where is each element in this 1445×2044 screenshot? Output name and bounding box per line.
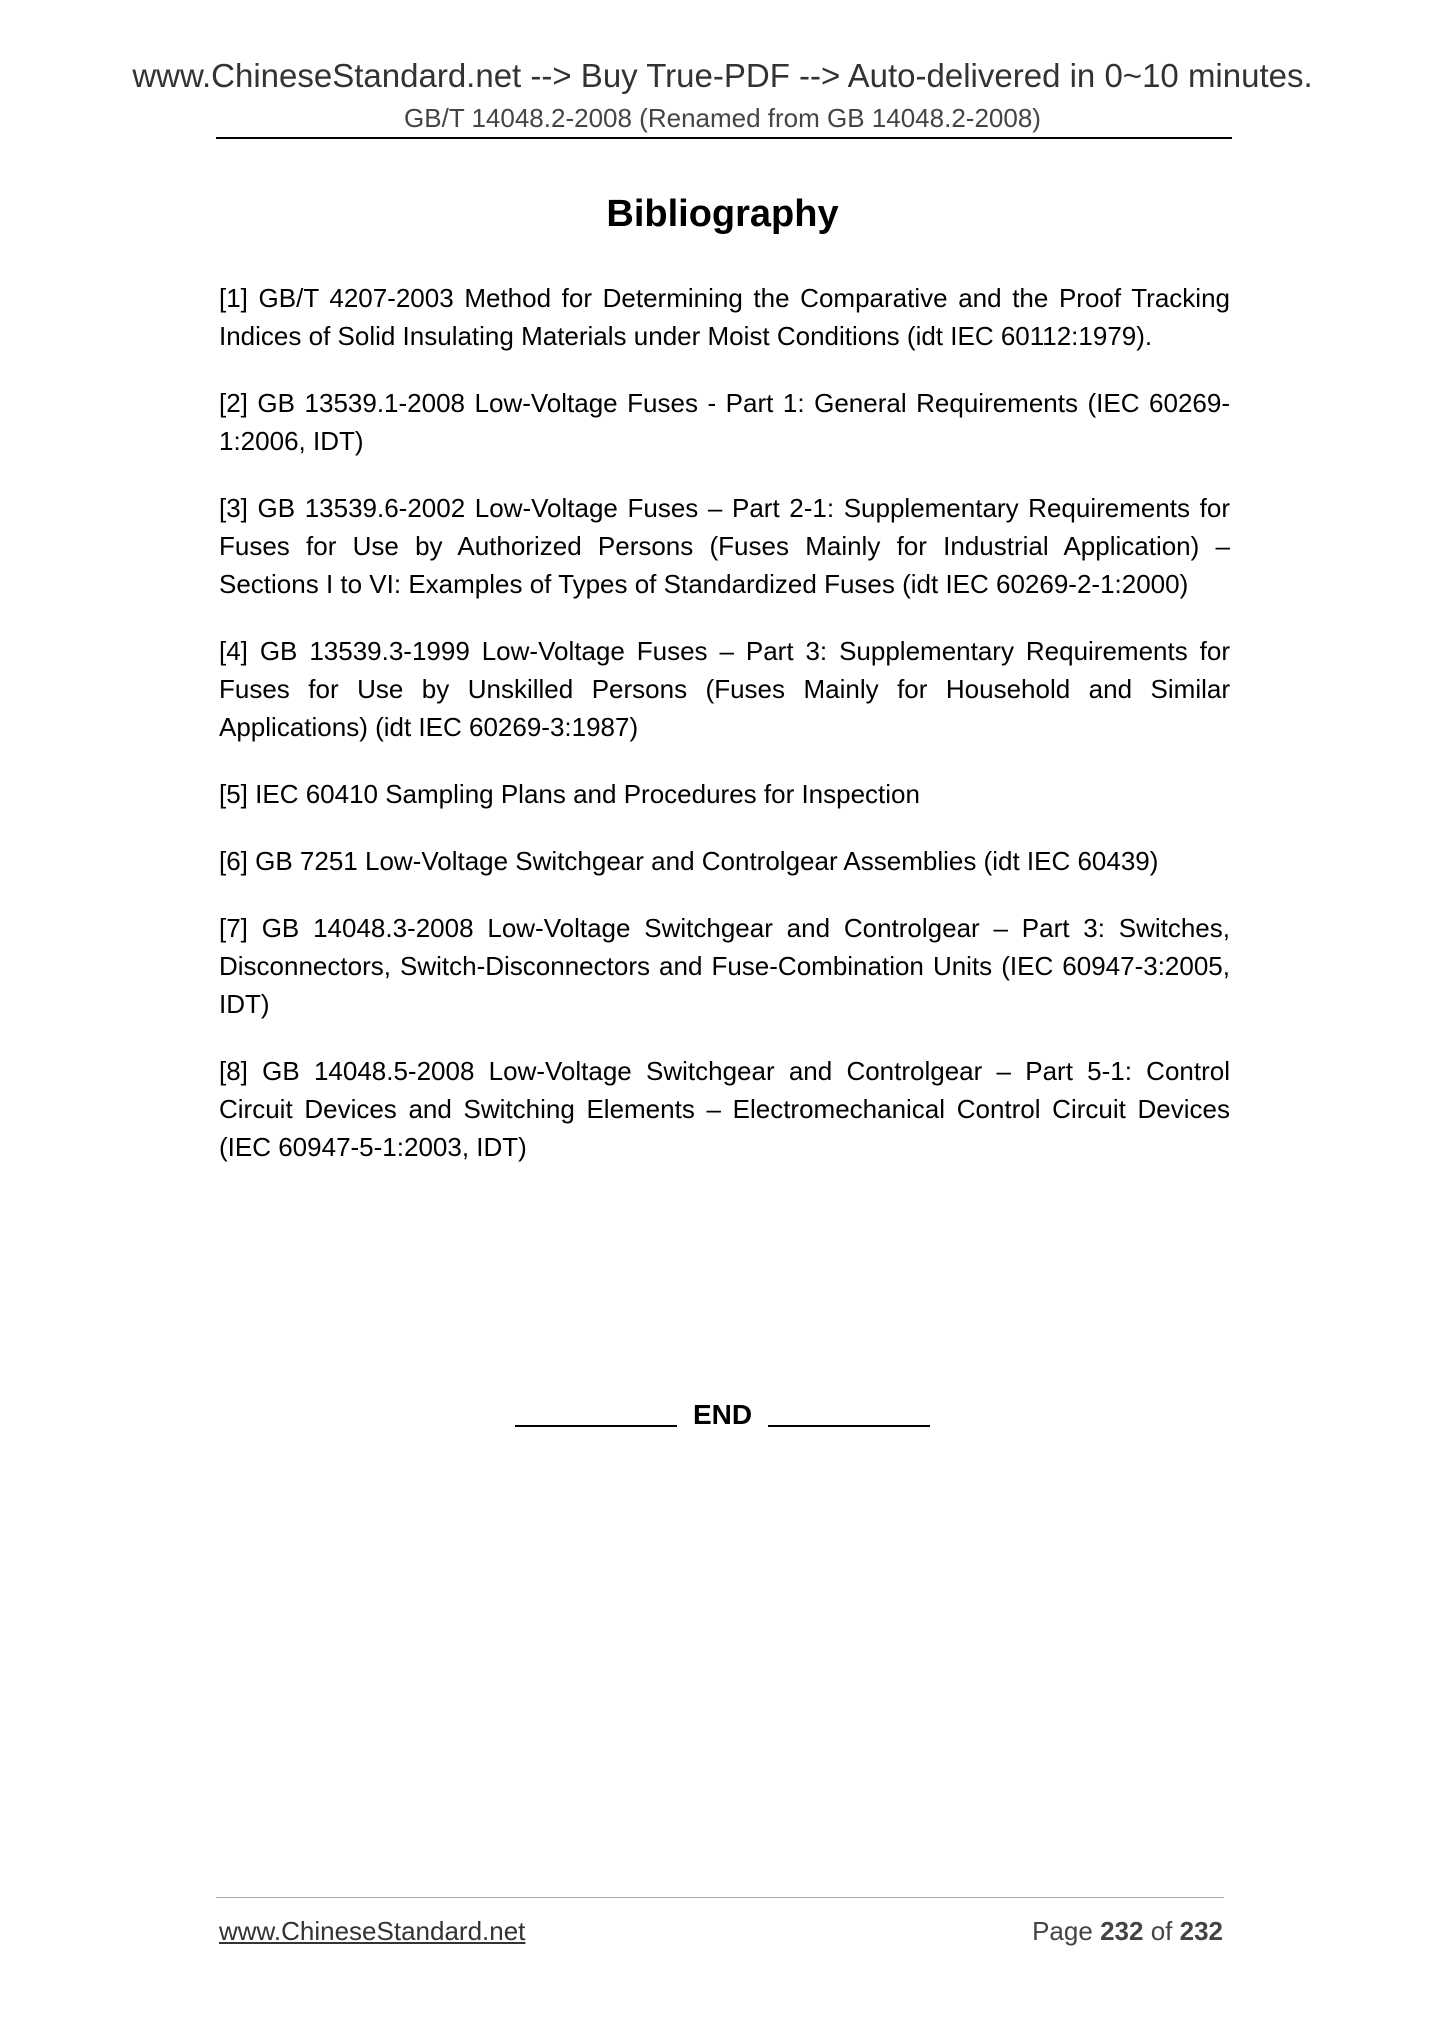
reference-list bbox=[219, 279, 1230, 1195]
of-word: of bbox=[1150, 1916, 1173, 1946]
header-promo: www.ChineseStandard.net --> Buy True-PDF --> Auto-delivered in 0~10 minutes. bbox=[132, 57, 1313, 94]
reference-item: [1] GB/T 4207-2003 Method for Determining the Comparative and the Proof Tracking Indices of Solid Insulating Materials under Moist Conditions (idt IEC 60112:1979). bbox=[219, 283, 1230, 351]
reference-item: [4] GB 13539.3-1999 Low-Voltage Fuses – Part 3: Supplementary Requirements for Fuses for Use by Unskilled Persons (Fuses Mainly for Household and Similar Applications) (idt IEC 60269-3:1987) bbox=[219, 636, 1230, 742]
reference-item: [8] GB 14048.5-2008 Low-Voltage Switchgear and Controlgear – Part 5-1: Control Circuit Devices and Switching Elements – Electromechanical Control Circuit Devices (IEC 60947-5-1:2003, IDT) bbox=[219, 1056, 1230, 1162]
reference-item: [3] GB 13539.6-2002 Low-Voltage Fuses – Part 2-1: Supplementary Requirements for Fuses for Use by Authorized Persons (Fuses Mainly for Industrial Application) – Sections I to VI: Examples of Types of Standardized Fuses (idt IEC 60269-2-1:2000) bbox=[219, 493, 1230, 599]
reference-item: [5] IEC 60410 Sampling Plans and Procedures for Inspection bbox=[219, 779, 920, 809]
page-current: 232 bbox=[1100, 1916, 1144, 1946]
reference-item: [7] GB 14048.3-2008 Low-Voltage Switchgear and Controlgear – Part 3: Switches, Disconnectors, Switch-Disconnectors and Fuse-Combination Units (IEC 60947-3:2005, IDT) bbox=[219, 913, 1230, 1019]
footer-divider bbox=[216, 1897, 1224, 1898]
end-marker bbox=[0, 1397, 1445, 1433]
header-divider bbox=[216, 137, 1232, 139]
reference-item: [6] GB 7251 Low-Voltage Switchgear and Controlgear Assemblies (idt IEC 60439) bbox=[219, 846, 1159, 876]
end-rule-right bbox=[768, 1425, 930, 1427]
end-label: END bbox=[692, 1399, 753, 1430]
page-total: 232 bbox=[1179, 1916, 1223, 1946]
header-standard-number: GB/T 14048.2-2008 (Renamed from GB 14048.2-2008) bbox=[404, 103, 1041, 133]
page-title: Bibliography bbox=[606, 193, 839, 235]
end-rule-left bbox=[515, 1425, 677, 1427]
page-word: Page bbox=[1032, 1916, 1093, 1946]
page-number bbox=[1032, 1915, 1223, 1947]
reference-item: [2] GB 13539.1-2008 Low-Voltage Fuses - Part 1: General Requirements (IEC 60269-1:2006, IDT) bbox=[219, 388, 1230, 456]
footer-site-link[interactable]: www.ChineseStandard.net bbox=[219, 1916, 526, 1946]
